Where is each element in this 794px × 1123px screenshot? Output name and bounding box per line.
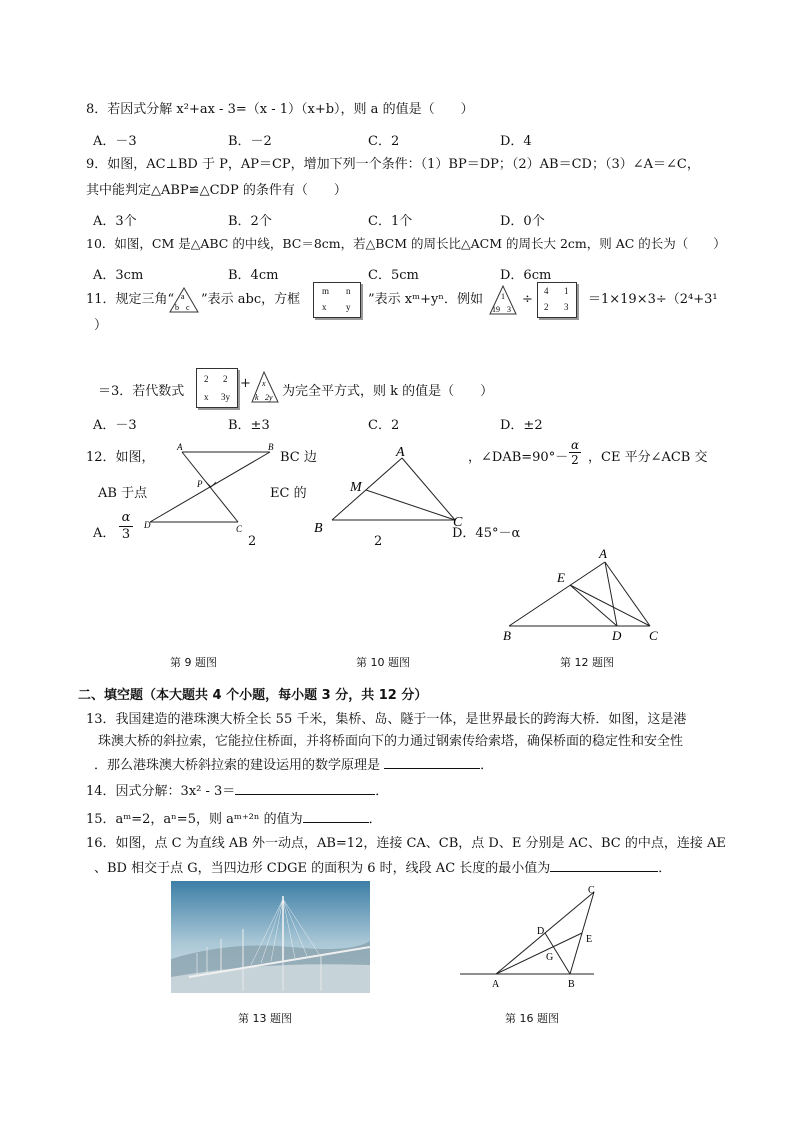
q11-part5: ） xyxy=(94,318,108,333)
q11-triangle-expression xyxy=(250,370,280,404)
q8-stem: 8．若因式分解 x²+ax - 3=（x - 1）（x+b），则 a 的值是（ ） xyxy=(86,102,474,117)
q12-stem-d: ，CE 平分∠ACB 交 xyxy=(588,450,708,465)
q15-answer-blank[interactable] xyxy=(303,808,369,823)
q12-option-b-denominator: 2 xyxy=(248,534,257,549)
svg-text:B: B xyxy=(503,628,511,643)
q10-option-d: D．6cm xyxy=(500,268,552,283)
svg-text:E: E xyxy=(586,934,593,945)
q11-option-b: B．±3 xyxy=(228,418,270,433)
q14-answer-blank[interactable] xyxy=(235,780,375,795)
q13-line1: 13．我国建造的港珠澳大桥全长 55 千米，集桥、岛、隧于一体，是世界最长的跨海大桥．如图，这是港 xyxy=(86,712,687,727)
svg-text:B: B xyxy=(568,979,575,990)
svg-text:3: 3 xyxy=(507,305,511,314)
q16-line2: 、BD 相交于点 G，当四边形 CDGE 的面积为 6 时，线段 AC 长度的最小值为 ． xyxy=(94,857,671,879)
svg-text:B: B xyxy=(314,521,323,536)
svg-text:E: E xyxy=(557,570,565,585)
q11-box-definition: m n x y xyxy=(313,282,361,318)
q11-part3: ”表示 xᵐ+yⁿ．例如 xyxy=(368,292,483,307)
q12-stem2-a: AB 于点 xyxy=(98,486,148,501)
q9-option-d: D．0个 xyxy=(500,214,545,229)
q9-stem-line1: 9．如图，AC⊥BD 于 P，AP＝CP，增加下列一个条件：（1）BP＝DP；（2）AB＝CD；（3）∠A＝∠C， xyxy=(86,157,700,172)
section-2-heading: 二、填空题（本大题共 4 个小题，每小题 3 分，共 12 分） xyxy=(78,688,428,703)
q12-stem2-b: EC 的 xyxy=(270,486,307,501)
svg-text:A: A xyxy=(396,445,405,460)
q8-option-d: D．4 xyxy=(500,134,532,149)
q12-option-c-denominator: 2 xyxy=(374,534,383,549)
q14: 14．因式分解：3x² - 3＝ ． xyxy=(86,780,388,802)
figure-10 xyxy=(310,440,475,540)
q10-stem: 10．如图，CM 是△ABC 的中线，BC＝8cm，若△BCM 的周长比△ACM 的周长大 2cm，则 AC 的长为（ ） xyxy=(86,236,726,251)
svg-text:19: 19 xyxy=(492,305,500,314)
figure-9 xyxy=(140,440,285,535)
svg-text:C: C xyxy=(236,524,243,534)
svg-text:c: c xyxy=(186,303,190,312)
q11-divide-sign: ÷ xyxy=(522,292,533,307)
q12-option-a-fraction: α 3 xyxy=(119,510,133,543)
svg-text:2y: 2y xyxy=(265,393,273,402)
q11-triangle-definition xyxy=(168,286,200,314)
svg-text:M: M xyxy=(350,480,362,495)
q11-box-expression: 2 2 x 3y xyxy=(196,368,238,408)
q12-fraction-alpha-over-2: α 2 xyxy=(570,438,580,467)
q13-line3: ．那么港珠澳大桥斜拉索的建设运用的数学原理是 ． xyxy=(94,754,493,776)
q12-option-a: A． xyxy=(93,526,116,541)
q10-option-b: B．4cm xyxy=(228,268,279,283)
q16-answer-blank[interactable] xyxy=(550,857,658,872)
svg-text:A: A xyxy=(177,442,183,452)
svg-text:D: D xyxy=(537,926,545,937)
svg-text:D: D xyxy=(612,628,622,643)
svg-text:C: C xyxy=(588,885,595,896)
q11-part4: ＝1×19×3÷（2⁴+3¹ xyxy=(588,292,718,307)
q13-answer-blank[interactable] xyxy=(384,754,480,769)
figure-16 xyxy=(458,884,608,994)
q8-option-b: B．－2 xyxy=(228,134,272,149)
caption-figure-12: 第 12 题图 xyxy=(560,656,614,669)
q11-box-example: 4 1 2 3 xyxy=(537,282,577,318)
figure-13-bridge-photo xyxy=(171,881,370,993)
q8-option-c: C．2 xyxy=(368,134,400,149)
q10-option-c: C．5cm xyxy=(368,268,419,283)
svg-text:P: P xyxy=(197,479,203,489)
q9-stem-line2: 其中能判定△ABP≌△CDP 的条件有（ ） xyxy=(86,183,347,198)
q9-option-c: C．1个 xyxy=(368,214,413,229)
svg-text:A: A xyxy=(599,546,607,561)
q15: 15．aᵐ=2，aⁿ=5，则 aᵐ⁺²ⁿ 的值为 ． xyxy=(86,808,382,830)
svg-text:x: x xyxy=(262,379,266,388)
caption-figure-13: 第 13 题图 xyxy=(238,1012,292,1025)
q12-stem-a: 12．如图， xyxy=(86,450,155,465)
caption-figure-9: 第 9 题图 xyxy=(170,656,217,669)
q11-part2: ”表示 abc，方框 xyxy=(201,292,301,307)
q9-option-b: B．2个 xyxy=(228,214,272,229)
q11-part1: 11．规定三角“ xyxy=(86,292,175,307)
svg-text:D: D xyxy=(144,520,151,530)
caption-figure-16: 第 16 题图 xyxy=(505,1012,559,1025)
svg-text:C: C xyxy=(453,515,463,530)
q12-option-d: D．45°－α xyxy=(452,526,521,541)
q11-option-d: D．±2 xyxy=(500,418,543,433)
svg-text:1: 1 xyxy=(501,292,505,301)
q11-plus-sign: + xyxy=(240,376,251,391)
q11-line2-b: 为完全平方式，则 k 的值是（ ） xyxy=(282,384,494,399)
q11-option-c: C．2 xyxy=(368,418,400,433)
figure-12 xyxy=(495,540,675,645)
q11-option-a: A．－3 xyxy=(93,418,137,433)
svg-text:G: G xyxy=(546,952,554,963)
q9-option-a: A．3个 xyxy=(93,214,137,229)
q8-option-a: A．－3 xyxy=(93,134,137,149)
svg-text:b: b xyxy=(175,303,179,312)
caption-figure-10: 第 10 题图 xyxy=(356,656,410,669)
q12-stem-b: BC 边 xyxy=(280,450,317,465)
q16-line1: 16．如图，点 C 为直线 AB 外一动点，AB=12，连接 CA、CB，点 D、E 分别是 AC、BC 的中点，连接 AE xyxy=(86,836,726,851)
svg-text:k: k xyxy=(255,393,259,402)
svg-text:A: A xyxy=(492,979,500,990)
svg-text:a: a xyxy=(181,292,185,301)
svg-text:C: C xyxy=(649,628,658,643)
q12-stem-c: ，∠DAB=90°－ xyxy=(468,450,569,465)
q11-line2-a: ＝3．若代数式 xyxy=(98,384,185,399)
q10-option-a: A．3cm xyxy=(93,268,144,283)
q13-line2: 珠澳大桥的斜拉索，它能拉住桥面，并将桥面向下的力通过钢索传给索塔，确保桥面的稳定性和安全性 xyxy=(98,734,684,749)
svg-text:B: B xyxy=(268,442,274,452)
q11-triangle-example xyxy=(488,284,518,316)
